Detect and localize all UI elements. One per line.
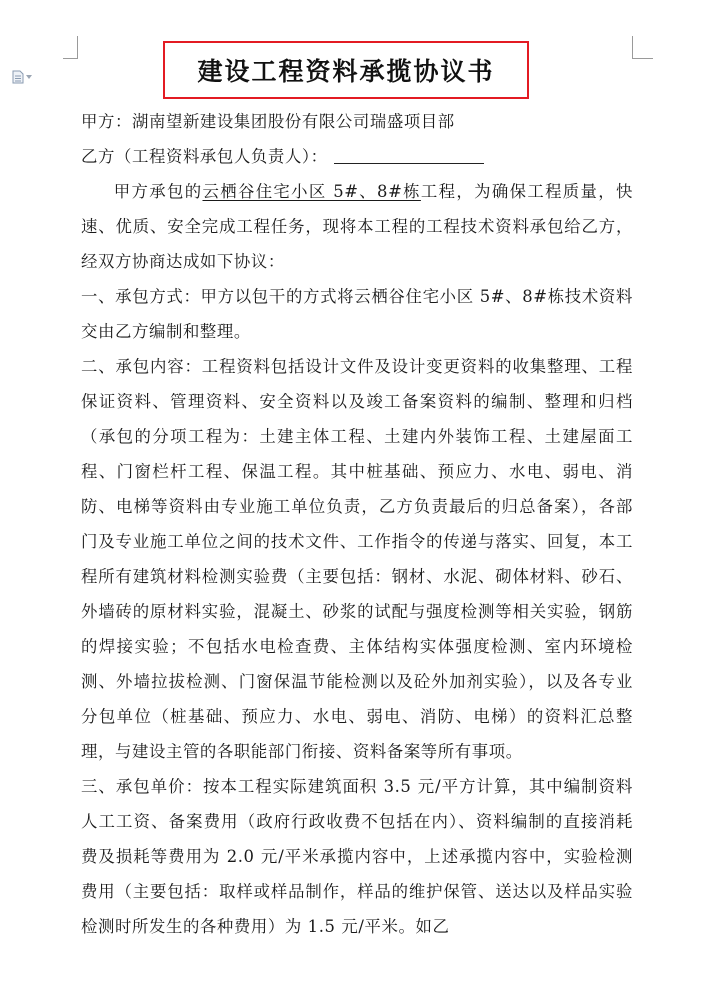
clause-1: 一、承包方式：甲方以包干的方式将云栖谷住宅小区 5#、8#栋技术资料交由乙方编制和整理。 — [81, 287, 633, 341]
party-b — [81, 139, 633, 174]
intro-prefix: 甲方承包的 — [113, 182, 203, 201]
party-a: 甲方：湖南望新建设集团股份有限公司瑞盛项目部 — [81, 112, 455, 131]
document-icon — [12, 70, 24, 84]
page-corner-marker-right — [632, 36, 653, 59]
document-title: 建设工程资料承揽协议书 — [197, 57, 495, 86]
party-b-label: 乙方（工程资料承包人负责人）： — [81, 147, 328, 166]
intro-project: 云栖谷住宅小区 5#、8#栋 — [202, 182, 421, 201]
document-options[interactable] — [12, 70, 32, 84]
intro-paragraph — [81, 174, 633, 279]
title-box — [163, 41, 529, 99]
signature-blank[interactable] — [334, 145, 484, 164]
clause-3: 三、承包单价：按本工程实际建筑面积 3.5 元/平方计算，其中编制资料人工工资、备案费用（政府行政收费不包括在内）、资料编制的直接消耗费及损耗等费用为 2.0 元/平米承揽内容中，上述承揽内容中，实验检测费用（主要包括：取样或样品制作，样品的维护保管、送达以及样品实验检测时所发生的各种费用）为 1.5 元/平米。如乙 — [81, 777, 633, 936]
clause-2: 二、承包内容：工程资料包括设计文件及设计变更资料的收集整理、工程保证资料、管理资料、安全资料以及竣工备案资料的编制、整理和归档（承包的分项工程为：土建主体工程、土建内外装饰工程、土建屋面工程、门窗栏杆工程、保温工程。其中桩基础、预应力、水电、弱电、消防、电梯等资料由专业施工单位负责，乙方负责最后的归总备案），各部门及专业施工单位之间的技术文件、工作指令的传递与落实、回复，本工程所有建筑材料检测实验费（主要包括：钢材、水泥、砌体材料、砂石、外墙砖的原材料实验，混凝土、砂浆的试配与强度检测等相关实验，钢筋的焊接实验；不包括水电检查费、主体结构实体强度检测、室内环境检测、外墙拉拔检测、门窗保温节能检测以及砼外加剂实验），以及各专业分包单位（桩基础、预应力、水电、弱电、消防、电梯）的资料汇总整理，与建设主管的各职能部门衔接、资料备案等所有事项。 — [81, 357, 633, 761]
chevron-down-icon — [26, 75, 32, 79]
document-body — [81, 104, 633, 944]
intro-suffix: 工程，为确保工程质量，快速、优质、安全完成工程任务，现将本工程的工程技术资料承包给乙方，经双方协商达成如下协议： — [81, 182, 634, 271]
page-corner-marker-left — [63, 36, 78, 59]
